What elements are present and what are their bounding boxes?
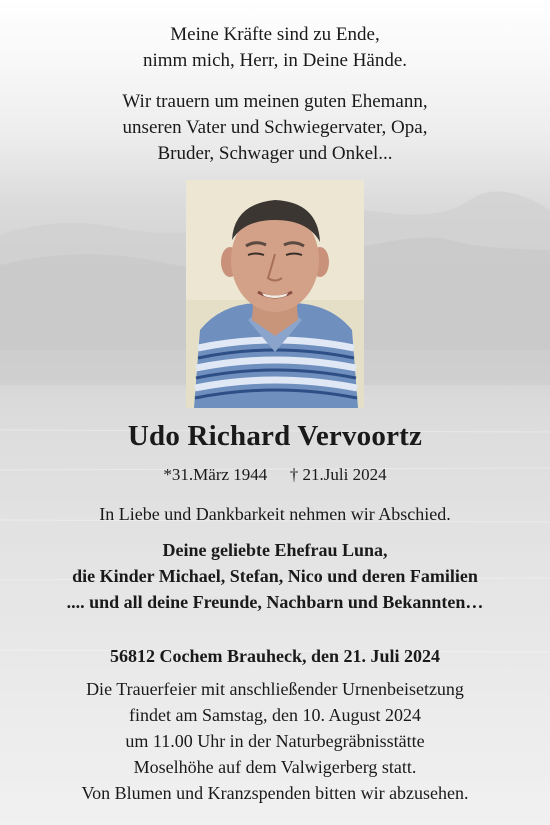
intro-line-1: Wir trauern um meinen guten Ehemann, bbox=[122, 91, 428, 112]
portrait-photo bbox=[186, 180, 364, 408]
life-dates bbox=[0, 465, 550, 485]
farewell-text: In Liebe und Dankbarkeit nehmen wir Abschied. bbox=[99, 504, 451, 524]
service-line-1: Die Trauerfeier mit anschließender Urnenbeisetzung bbox=[86, 679, 464, 699]
family-line-2: die Kinder Michael, Stefan, Nico und deren Familien bbox=[72, 566, 478, 586]
service-line-5: Von Blumen und Kranzspenden bitten wir abzusehen. bbox=[81, 783, 469, 803]
verse-line-1: Meine Kräfte sind zu Ende, bbox=[170, 24, 380, 45]
intro-line-3: Bruder, Schwager und Onkel... bbox=[157, 143, 393, 164]
service-line-4: Moselhöhe auf dem Valwigerberg statt. bbox=[133, 757, 417, 777]
family-line-3: .... und all deine Freunde, Nachbarn und Bekannten… bbox=[66, 592, 484, 612]
service-line-3: um 11.00 Uhr in der Naturbegräbnisstätte bbox=[125, 731, 425, 751]
verse-line-2: nimm mich, Herr, in Deine Hände. bbox=[142, 50, 408, 71]
service-line-2: findet am Samstag, den 10. August 2024 bbox=[129, 705, 421, 725]
family-line-1: Deine geliebte Ehefrau Luna, bbox=[162, 540, 388, 560]
death-date: † 21.Juli 2024 bbox=[289, 465, 387, 484]
portrait-illustration bbox=[186, 180, 364, 408]
deceased-name: Udo Richard Vervoortz bbox=[127, 420, 423, 452]
birth-date: *31.März 1944 bbox=[163, 465, 268, 484]
place-date: 56812 Cochem Brauheck, den 21. Juli 2024 bbox=[109, 646, 440, 666]
intro-line-2: unseren Vater und Schwiegervater, Opa, bbox=[122, 117, 428, 138]
